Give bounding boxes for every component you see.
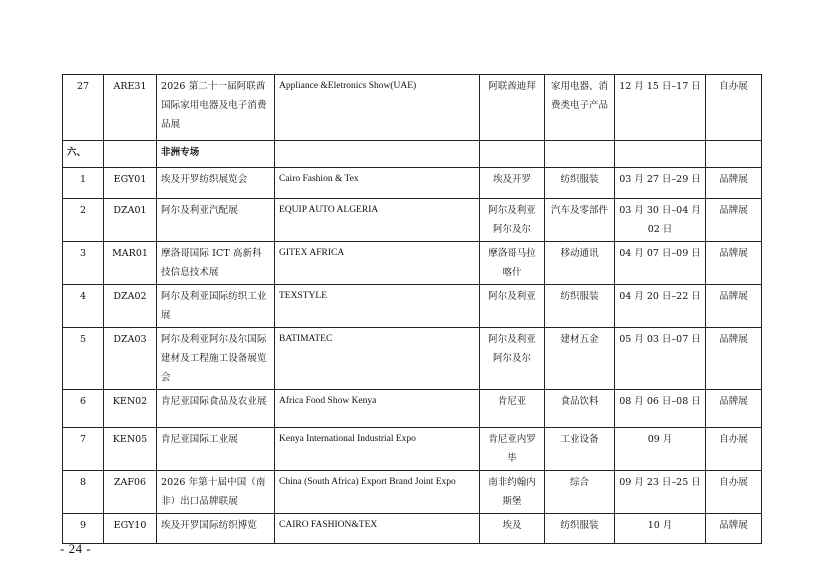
location-cell: 阿尔及利亚阿尔及尔 [480, 328, 545, 390]
row-number-cell: 6 [63, 390, 104, 428]
industry-cell: 纺织服装 [545, 285, 615, 328]
date-cell: 03 月 27 日–29 日 [615, 168, 706, 199]
type-cell: 品牌展 [706, 285, 762, 328]
industry-cell: 纺织服装 [545, 168, 615, 199]
english-name-cell: EQUIP AUTO ALGERIA [275, 199, 480, 242]
date-cell: 09 月 [615, 428, 706, 471]
exhibition-name-cell: 肯尼亚国际工业展 [157, 428, 275, 471]
type-cell: 品牌展 [706, 328, 762, 390]
location-cell: 肯尼亚 [480, 390, 545, 428]
empty-cell [275, 141, 480, 168]
table-row [63, 514, 762, 544]
code-cell: DZA02 [104, 285, 157, 328]
row-number-cell: 8 [63, 471, 104, 514]
industry-cell: 家用电器、消费类电子产品 [545, 75, 615, 141]
row-number-cell: 1 [63, 168, 104, 199]
row-number-cell: 7 [63, 428, 104, 471]
code-cell: DZA03 [104, 328, 157, 390]
row-number-cell: 9 [63, 514, 104, 544]
table-row [63, 285, 762, 328]
date-cell: 05 月 03 日–07 日 [615, 328, 706, 390]
section-number-cell: 六、 [63, 141, 104, 168]
table-row [63, 199, 762, 242]
location-cell: 阿联酋迪拜 [480, 75, 545, 141]
exhibition-name-cell: 肯尼亚国际食品及农业展 [157, 390, 275, 428]
english-name-cell: China (South Africa) Export Brand Joint Expo [275, 471, 480, 514]
exhibition-name-cell: 阿尔及利亚汽配展 [157, 199, 275, 242]
location-cell: 肯尼亚内罗毕 [480, 428, 545, 471]
industry-cell: 食品饮料 [545, 390, 615, 428]
location-cell: 阿尔及利亚 [480, 285, 545, 328]
section-row [63, 141, 762, 168]
code-cell: ZAF06 [104, 471, 157, 514]
location-cell: 埃及开罗 [480, 168, 545, 199]
type-cell: 品牌展 [706, 390, 762, 428]
table-row [63, 471, 762, 514]
empty-cell [104, 141, 157, 168]
english-name-cell: Cairo Fashion & Tex [275, 168, 480, 199]
code-cell: EGY10 [104, 514, 157, 544]
industry-cell: 建材五金 [545, 328, 615, 390]
industry-cell: 综合 [545, 471, 615, 514]
date-cell: 12 月 15 日–17 日 [615, 75, 706, 141]
location-cell: 阿尔及利亚阿尔及尔 [480, 199, 545, 242]
table-row [63, 390, 762, 428]
type-cell: 品牌展 [706, 514, 762, 544]
table-row [63, 242, 762, 285]
row-number-cell: 4 [63, 285, 104, 328]
english-name-cell: CAIRO FASHION&TEX [275, 514, 480, 544]
empty-cell [615, 141, 706, 168]
english-name-cell: BATIMATEC [275, 328, 480, 390]
code-cell: KEN02 [104, 390, 157, 428]
table-body [63, 75, 762, 544]
date-cell: 04 月 20 日–22 日 [615, 285, 706, 328]
date-cell: 03 月 30 日–04 月 02 日 [615, 199, 706, 242]
section-title-cell: 非洲专场 [157, 141, 275, 168]
english-name-cell: Appliance &Eletronics Show(UAE) [275, 75, 480, 141]
table-row [63, 328, 762, 390]
exhibition-name-cell: 埃及开罗纺织展览会 [157, 168, 275, 199]
type-cell: 品牌展 [706, 199, 762, 242]
industry-cell: 汽车及零部件 [545, 199, 615, 242]
page-number: - 24 - [60, 541, 92, 556]
type-cell: 品牌展 [706, 168, 762, 199]
type-cell: 品牌展 [706, 242, 762, 285]
row-number-cell: 3 [63, 242, 104, 285]
exhibition-name-cell: 阿尔及利亚国际纺织工业展 [157, 285, 275, 328]
date-cell: 04 月 07 日–09 日 [615, 242, 706, 285]
exhibition-name-cell: 埃及开罗国际纺织博览 [157, 514, 275, 544]
type-cell: 自办展 [706, 471, 762, 514]
industry-cell: 工业设备 [545, 428, 615, 471]
exhibition-name-cell: 阿尔及利亚阿尔及尔国际建材及工程施工设备展览会 [157, 328, 275, 390]
exhibition-name-cell: 摩洛哥国际 ICT 高新科技信息技术展 [157, 242, 275, 285]
empty-cell [706, 141, 762, 168]
location-cell: 埃及 [480, 514, 545, 544]
row-number-cell: 27 [63, 75, 104, 141]
empty-cell [480, 141, 545, 168]
code-cell: ARE31 [104, 75, 157, 141]
exhibition-table [62, 74, 762, 544]
code-cell: EGY01 [104, 168, 157, 199]
code-cell: MAR01 [104, 242, 157, 285]
exhibition-name-cell: 2026 第二十一届阿联酋国际家用电器及电子消费品展 [157, 75, 275, 141]
english-name-cell: Africa Food Show Kenya [275, 390, 480, 428]
table-row [63, 75, 762, 141]
row-number-cell: 2 [63, 199, 104, 242]
code-cell: DZA01 [104, 199, 157, 242]
date-cell: 08 月 06 日–08 日 [615, 390, 706, 428]
table-row [63, 428, 762, 471]
table-row [63, 168, 762, 199]
row-number-cell: 5 [63, 328, 104, 390]
code-cell: KEN05 [104, 428, 157, 471]
location-cell: 摩洛哥马拉喀什 [480, 242, 545, 285]
english-name-cell: Kenya International Industrial Expo [275, 428, 480, 471]
location-cell: 南非约翰内斯堡 [480, 471, 545, 514]
english-name-cell: TEXSTYLE [275, 285, 480, 328]
industry-cell: 移动通讯 [545, 242, 615, 285]
type-cell: 自办展 [706, 75, 762, 141]
empty-cell [545, 141, 615, 168]
date-cell: 10 月 [615, 514, 706, 544]
exhibition-name-cell: 2026 年第十届中国（南非）出口品牌联展 [157, 471, 275, 514]
industry-cell: 纺织服装 [545, 514, 615, 544]
english-name-cell: GITEX AFRICA [275, 242, 480, 285]
date-cell: 09 月 23 日–25 日 [615, 471, 706, 514]
type-cell: 自办展 [706, 428, 762, 471]
